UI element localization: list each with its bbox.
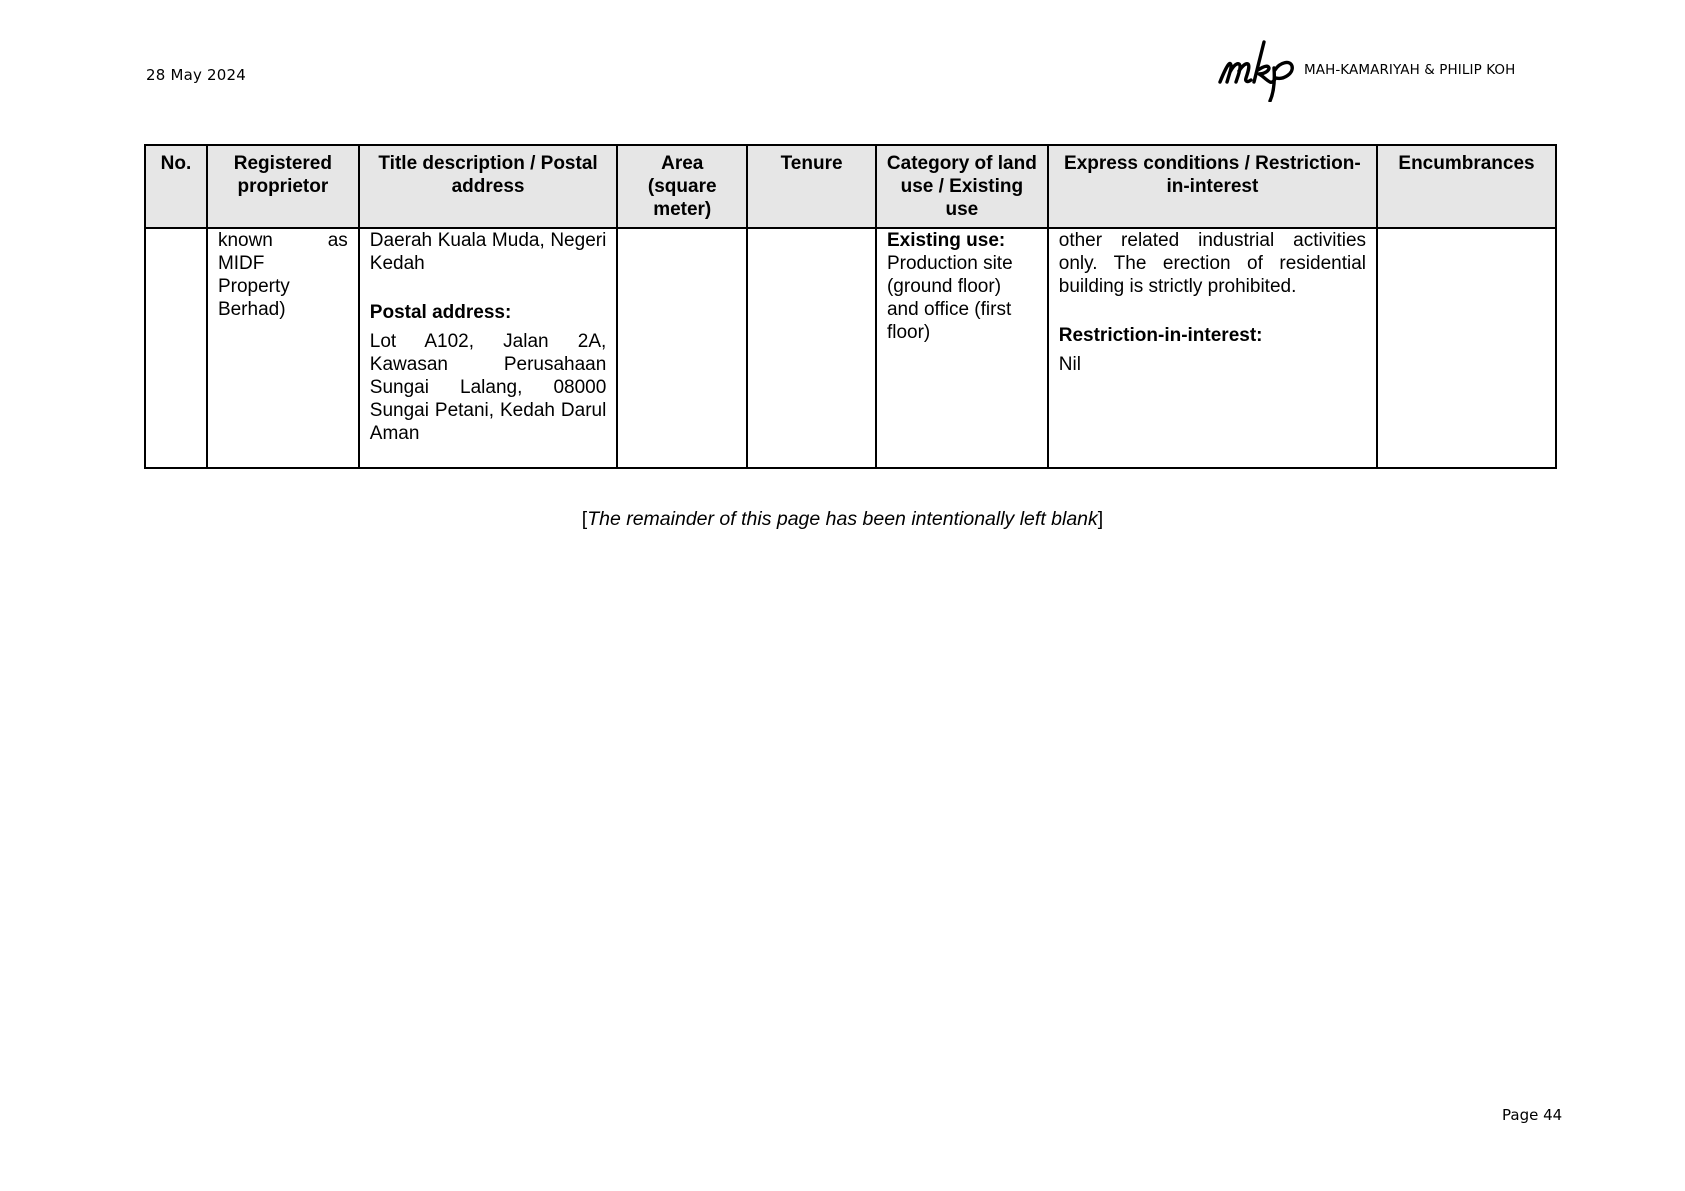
existing-use-value: Production site (ground floor) and office (first floor) xyxy=(886,253,1013,343)
cell-title-description xyxy=(359,228,618,468)
express-conditions-text: other related industrial activities only. The erection of residential building is strictly prohibited. xyxy=(1058,230,1367,297)
table-header-row xyxy=(145,145,1556,228)
cell-no xyxy=(145,228,207,468)
col-header-express-conditions: Express conditions / Restriction-in-interest xyxy=(1048,145,1377,228)
note-close-bracket: ] xyxy=(1097,508,1104,530)
cell-registered-proprietor xyxy=(207,228,359,468)
col-header-category: Category of land use / Existing use xyxy=(876,145,1048,228)
postal-address-label: Postal address: xyxy=(369,302,512,323)
col-header-encumbrances: Encumbrances xyxy=(1377,145,1556,228)
firm-name: MAH-KAMARIYAH & PHILIP KOH xyxy=(1304,62,1516,78)
cell-category xyxy=(876,228,1048,468)
note-open-bracket: [ xyxy=(581,508,588,530)
firm-logo xyxy=(1218,38,1515,102)
cell-tenure xyxy=(747,228,876,468)
postal-address-value: Lot A102, Jalan 2A, Kawasan Perusahaan Sungai Lalang, 08000 Sungai Petani, Kedah Darul Aman xyxy=(369,331,607,444)
document-date: 28 May 2024 xyxy=(146,66,247,84)
land-title-table xyxy=(144,144,1557,469)
title-district: Daerah Kuala Muda, Negeri Kedah xyxy=(369,230,607,274)
page-number: Page 44 xyxy=(1502,1106,1563,1124)
col-header-title-description: Title description / Postal address xyxy=(359,145,618,228)
table-row xyxy=(145,228,1556,468)
col-header-registered-proprietor: Registered proprietor xyxy=(207,145,359,228)
col-header-tenure: Tenure xyxy=(747,145,876,228)
mkp-logo-icon xyxy=(1218,38,1302,102)
proprietor-word-known: known xyxy=(217,230,273,251)
existing-use-label: Existing use: xyxy=(886,230,1006,251)
restriction-label: Restriction-in-interest: xyxy=(1058,325,1263,346)
blank-page-note xyxy=(0,508,1685,531)
note-text: The remainder of this page has been intentionally left blank xyxy=(587,508,1098,530)
restriction-value: Nil xyxy=(1058,354,1081,375)
cell-area xyxy=(617,228,747,468)
proprietor-name: MIDF Property Berhad) xyxy=(217,253,290,320)
col-header-area: Area (square meter) xyxy=(617,145,747,228)
cell-encumbrances xyxy=(1377,228,1556,468)
cell-express-conditions xyxy=(1048,228,1377,468)
proprietor-word-as: as xyxy=(327,230,348,251)
col-header-no: No. xyxy=(145,145,207,228)
